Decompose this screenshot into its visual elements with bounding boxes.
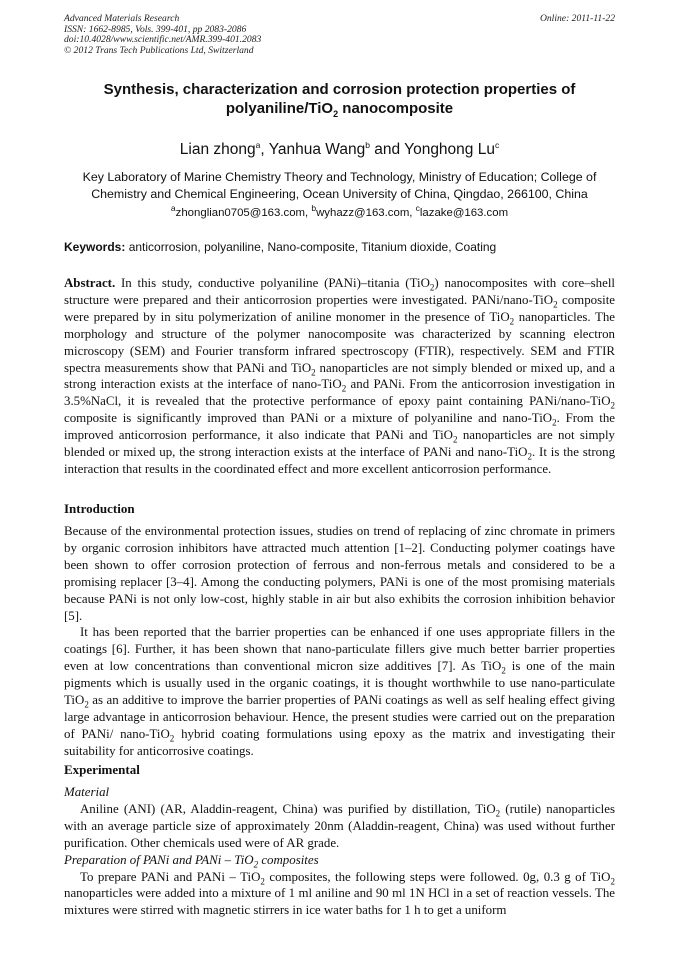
- doi-line: doi:10.4028/www.scientific.net/AMR.399-401.2083: [64, 34, 262, 45]
- author-list: Lian zhong$^a$, Yanhua Wang$^b$ and Yonghong Lu$^c$: [179, 139, 500, 158]
- email-link-a[interactable]: zhonglian0705@163.com,: [175, 207, 312, 219]
- journal-name: Advanced Materials Research: [64, 13, 180, 24]
- material-subheading: Material: [64, 785, 110, 799]
- email-link-b[interactable]: wyhazz@163.com,: [316, 207, 416, 219]
- title-line-1: Synthesis, characterization and corrosion protection properties of: [103, 81, 576, 98]
- journal-header: [64, 14, 424, 56]
- affiliation: Key Laboratory of Marine Chemistry Theory and Technology, Ministry of Education; College of Chemistry and Chemical Engineering, Ocean University of China, Qingdao, 266100, China: [82, 170, 597, 201]
- intro-paragraph-2: It has been reported that the barrier properties can be enhanced if one uses appropriate fillers in the coatings [6]. Further, it has been shown that nano-particulate fillers give much better barrier properties even at low concentrations than conventional micron size additives [7]. As TiO$_2$ is one of the main pigments which is usually used in the organic coatings, it is thought worthwhile to use nano-particulate TiO$_2$ as an additive to improve the barrier properties of PANi coatings as well as self healing effect giving large advantage in anticorrosion behaviour. Hence, the present studies were carried out on the preparation of PANi/ nano-TiO$_2$ hybrid coating formulations using epoxy as the matrix and investigating their suitability for anticorrosive coatings.: [64, 625, 615, 758]
- introduction-body: [64, 523, 615, 760]
- author-2: Yanhua Wang: [268, 141, 366, 158]
- experimental-body: [64, 784, 615, 919]
- issn-line: ISSN: 1662-8985, Vols. 399-401, pp 2083-2086: [64, 23, 247, 35]
- email-link-c[interactable]: lazake@163.com: [419, 207, 509, 219]
- intro-paragraph-1: Because of the environmental protection issues, studies on trend of replacing of zinc chromate in primers by organic corrosion inhibitors have attracted much attention [1–2]. Conducting polymer coatings have been shown to offer corrosion protection of ferrous and non-ferrous metals and considered to be a promising replacer [3–4]. Among the conducting polymers, PANi is one of the most promising materials because PANi is not only low-cost, highly stable in air but also exhibits the corrosion inhibition behavior [5].: [64, 524, 615, 623]
- author-3: Yonghong Lu: [404, 141, 495, 158]
- abstract: Abstract. In this study, conductive polyaniline (PANi)–titania (TiO$_2$) nanocomposites with core–shell structure were prepared and their anticorrosion properties were investigated. PANi/nano-TiO$_2$ composite were prepared by in situ polymerization of aniline monomer in the presence of TiO$_2$ nanoparticles. The morphology and structure of the polymer nanocomposite was characterized by scanning electron microscopy (SEM) and Fourier transform infrared spectroscopy (FTIR), respectively. SEM and FTIR spectra measurements show that PANi and TiO$_2$ nanoparticles are not simply blended or mixed up, and a strong interaction exists at the interface of nano-TiO$_2$ and PANi. From the anticorrosion investigation in 3.5%NaCl, it is revealed that the protective performance of epoxy paint containing PANi/nano-TiO$_2$ composite is significantly improved than PANi or a mixture of polyaniline and nano-TiO$_2$. From the improved anticorrosion performance, it also indicate that PANi and TiO$_2$ nanoparticles are not simply blended or mixed up, the strong interaction exists at the interface of PANi and nano-TiO$_2$. It is the strong interaction that results in the coordinated effect and more excellent anticorrosion performance.: [64, 276, 616, 476]
- abstract-label: Abstract.: [64, 276, 116, 290]
- preparation-subheading: Preparation of PANi and PANi – TiO$_2$ composites: [64, 852, 319, 870]
- experimental-heading: Experimental: [64, 762, 140, 777]
- author-1: Lian zhong: [179, 141, 256, 158]
- keywords: [64, 240, 615, 255]
- keywords-label: Keywords:: [64, 240, 126, 254]
- preparation-paragraph: To prepare PANi and PANi – TiO$_2$ composites, the following steps were followed. 0g, 0.3 g of TiO$_2$ nanoparticles were added into a mixture of 1 ml aniline and 90 ml 1N HCl in a set of reaction vessels. The mixtures were stirred with magnetic stirrers in ice water baths for 1 h to get a uniform: [64, 869, 615, 918]
- title-line-2: polyaniline/TiO$_2$ nanocomposite: [225, 100, 454, 119]
- material-paragraph: Aniline (ANI) (AR, Aladdin-reagent, China) was purified by distillation, TiO$_2$ (rutile) nanoparticles with an average particle size of approximately 20nm (Aladdin-reagent, China) was used without further purification. Other chemicals used were of AR grade.: [64, 801, 615, 850]
- keywords-text: anticorrosion, polyaniline, Nano-composite, Titanium dioxide, Coating: [125, 240, 497, 254]
- online-date: Online: 2011-11-22: [539, 13, 615, 24]
- author-emails: $^a$zhonglian0705@163.com, $^b$wyhazz@163.com, $^c$lazake@163.com: [170, 203, 509, 219]
- paper-title: [64, 80, 615, 118]
- copyright-line: © 2012 Trans Tech Publications Ltd, Switzerland: [64, 44, 254, 56]
- introduction-heading: Introduction: [64, 501, 135, 516]
